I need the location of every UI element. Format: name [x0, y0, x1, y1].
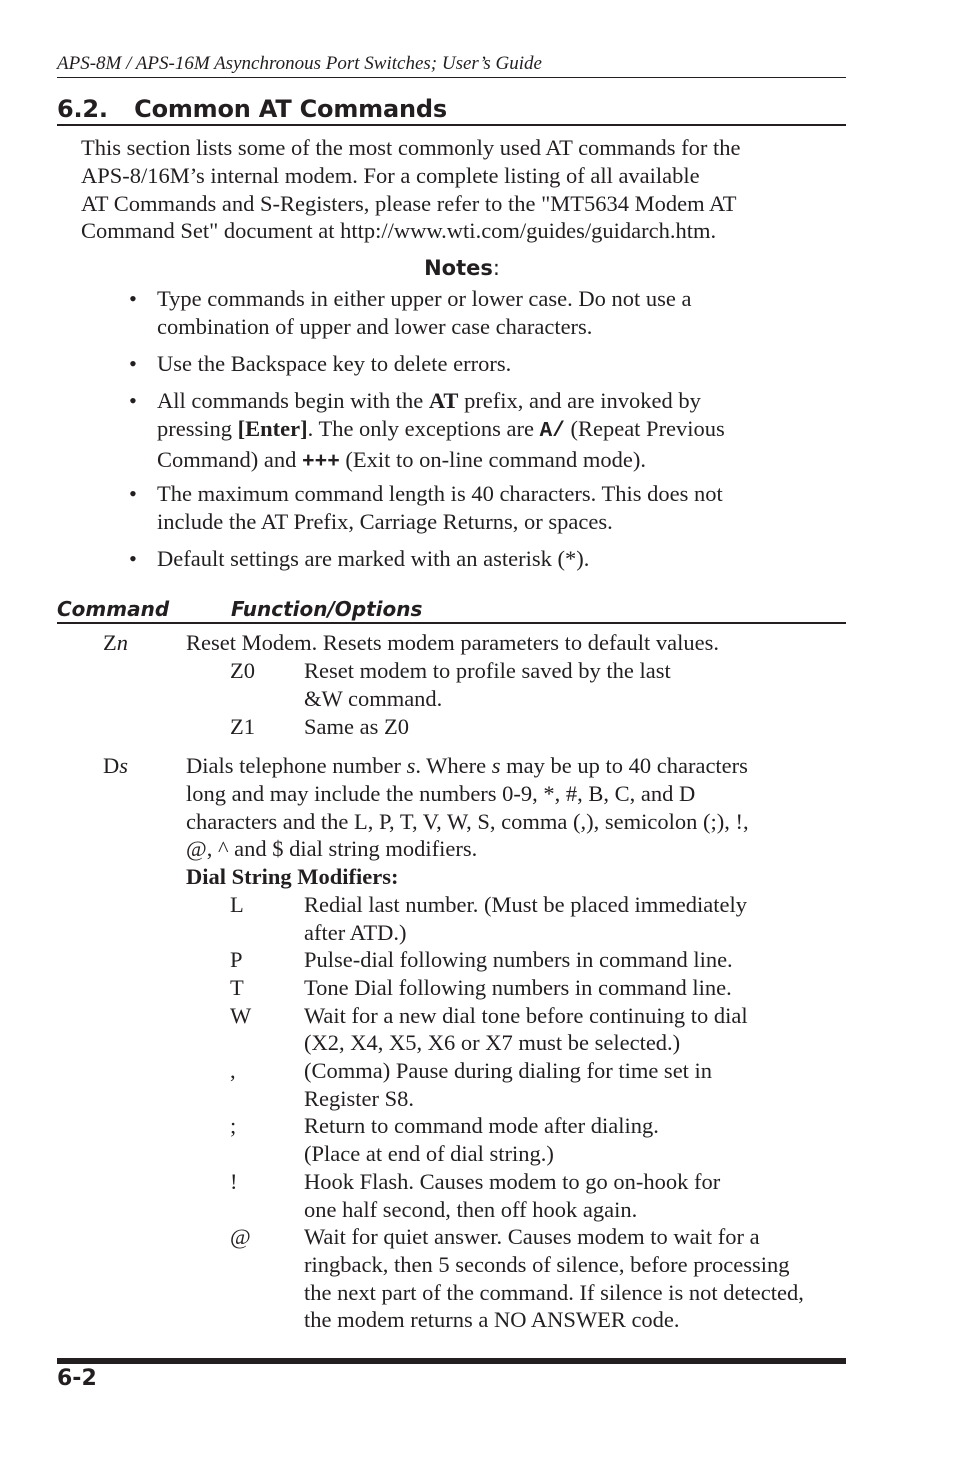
note-text [157, 545, 589, 573]
modifier-key: W [230, 1003, 252, 1028]
modifier-text: Wait for a new dial tone before continuing to dial [304, 1003, 748, 1028]
option-text: Same as Z0 [304, 714, 409, 739]
notes-heading-text: Notes [424, 256, 493, 280]
note-text-run: Command) and [157, 447, 302, 472]
command-description-line: long and may include the numbers 0-9, *, #, B, C, and D [186, 781, 696, 806]
note-line [157, 446, 725, 477]
command-name [103, 629, 128, 657]
note-line [157, 387, 725, 415]
enter-key-label: [Enter] [237, 416, 308, 441]
section-number: 6.2. [57, 95, 108, 123]
note-line: The maximum command length is 40 characters. This does not [157, 481, 723, 506]
modifier-key: , [230, 1058, 236, 1083]
column-header-command: Command [57, 597, 170, 621]
option-key: Z0 [230, 658, 255, 683]
note-text-run: pressing [157, 416, 238, 441]
modifier-text: after ATD.) [304, 920, 407, 945]
modifier-text: Tone Dial following numbers in command line. [304, 975, 732, 1000]
modifier-key: ! [230, 1169, 238, 1194]
modifiers-heading: Dial String Modifiers: [186, 864, 399, 889]
note-text-run: prefix, and are invoked by [458, 388, 701, 413]
desc-run: . Where [415, 753, 492, 778]
modifier-key: ; [230, 1113, 237, 1138]
intro-line: AT Commands and S-Registers, please refer to the "MT5634 Modem AT [81, 190, 737, 216]
intro-paragraph [81, 134, 846, 245]
bullet-icon: • [129, 286, 137, 311]
note-item [129, 350, 846, 378]
intro-line: Command Set" document at http://www.wti.com/guides/guidarch.htm. [81, 218, 717, 244]
note-text-run: (Exit to on-line command mode). [339, 447, 646, 472]
modifier-key: T [230, 975, 244, 1000]
note-text-run: . The only exceptions are [307, 416, 540, 441]
modifier-text: the modem returns a NO ANSWER code. [304, 1307, 680, 1332]
note-text-run: All commands begin with the [157, 388, 429, 413]
note-text [157, 285, 692, 341]
desc-run: Dials telephone number [186, 753, 407, 778]
modifier-text: (Place at end of dial string.) [304, 1141, 554, 1166]
desc-run: may be up to 40 characters [500, 753, 748, 778]
running-head: APS-8M / APS-16M Asynchronous Port Switches; User’s Guide [57, 52, 846, 78]
note-item [129, 285, 846, 341]
command-letter: Z [103, 630, 117, 655]
command-table-header [57, 596, 846, 624]
command-description: Reset Modem. Resets modem parameters to default values. [186, 630, 719, 655]
modifier-text: (X2, X4, X5, X6 or X7 must be selected.) [304, 1030, 681, 1055]
modifier-text: Pulse-dial following numbers in command line. [304, 947, 733, 972]
note-line: Use the Backspace key to delete errors. [157, 351, 512, 376]
option-key: Z1 [230, 714, 255, 739]
option-text: Reset modem to profile saved by the last [304, 658, 671, 683]
desc-param: s [491, 753, 501, 778]
modifier-text: Register S8. [304, 1086, 414, 1111]
bullet-icon: • [129, 481, 137, 506]
note-item [129, 545, 846, 573]
command-letter: D [103, 753, 120, 778]
note-line: include the AT Prefix, Carriage Returns, or spaces. [157, 509, 613, 534]
section-title: Common AT Commands [134, 95, 447, 123]
footer-rule [57, 1358, 846, 1364]
modifier-text: Wait for quiet answer. Causes modem to wait for a [304, 1224, 760, 1249]
option-text: &W command. [304, 686, 443, 711]
note-line: combination of upper and lower case characters. [157, 314, 593, 339]
note-text-run: (Repeat Previous [564, 416, 725, 441]
modifier-key: @ [230, 1224, 251, 1249]
modifier-text: ringback, then 5 seconds of silence, before processing [304, 1252, 790, 1277]
repeat-command-code: A/ [539, 420, 565, 443]
note-line: Type commands in either upper or lower case. Do not use a [157, 286, 692, 311]
modifier-key: L [230, 892, 244, 917]
note-text [157, 387, 725, 477]
notes-heading [0, 254, 924, 282]
modifier-text: (Comma) Pause during dialing for time set in [304, 1058, 713, 1083]
bullet-icon: • [129, 351, 137, 376]
modifier-text: Return to command mode after dialing. [304, 1113, 659, 1138]
command-description-line [186, 752, 748, 780]
command-description-line: @, ^ and $ dial string modifiers. [186, 836, 478, 861]
command-parameter: s [119, 753, 129, 778]
desc-param: s [406, 753, 416, 778]
page-number: 6-2 [57, 1366, 97, 1391]
intro-line: APS-8/16M’s internal modem. For a complete listing of all available [81, 162, 700, 188]
section-heading [57, 94, 846, 126]
intro-line: This section lists some of the most commonly used AT commands for the [81, 135, 741, 160]
modifier-text: the next part of the command. If silence is not detected, [304, 1280, 804, 1305]
note-text [157, 480, 723, 536]
command-parameter: n [116, 630, 128, 655]
modifier-text: Hook Flash. Causes modem to go on-hook for [304, 1169, 721, 1194]
bullet-icon: • [129, 546, 137, 571]
bullet-icon: • [129, 388, 137, 413]
notes-heading-colon: : [492, 256, 500, 280]
escape-sequence-code: +++ [301, 451, 340, 474]
note-text [157, 350, 511, 378]
modifier-text: one half second, then off hook again. [304, 1197, 638, 1222]
column-header-function: Function/Options [231, 597, 423, 621]
note-line: Default settings are marked with an asterisk (*). [157, 546, 590, 571]
at-prefix: AT [428, 388, 459, 413]
note-item [129, 387, 846, 474]
note-item [129, 480, 846, 536]
note-line [157, 415, 725, 446]
command-name [103, 752, 128, 780]
modifier-key: P [230, 947, 243, 972]
command-description-line: characters and the L, P, T, V, W, S, comma (,), semicolon (;), !, [186, 809, 749, 834]
modifier-text: Redial last number. (Must be placed immediately [304, 892, 748, 917]
